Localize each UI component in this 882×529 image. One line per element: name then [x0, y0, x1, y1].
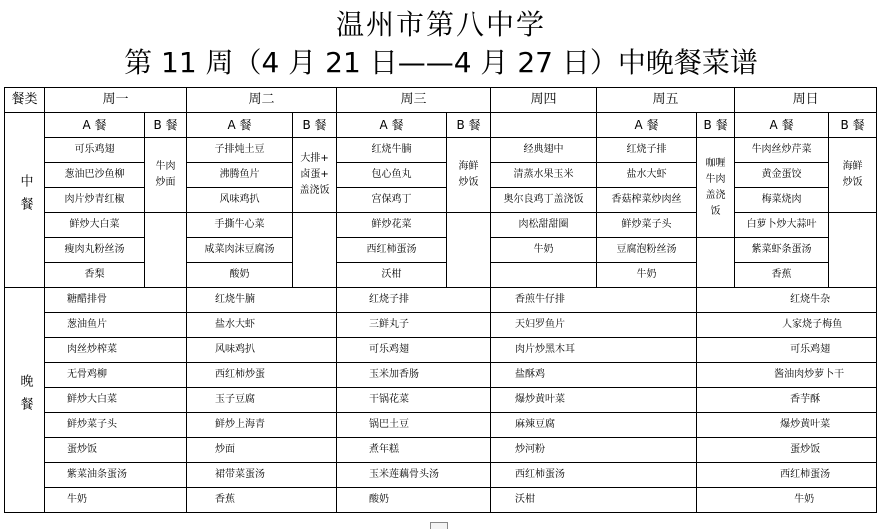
dish: 香梨: [45, 263, 145, 288]
dish: 经典翅中: [491, 138, 597, 163]
lunch-b-dish: 海鲜 炒饭: [447, 138, 491, 213]
dish: 紫菜油条蛋汤: [45, 463, 187, 488]
meal-b-header: B 餐: [697, 113, 735, 138]
dish: 炒面: [187, 438, 337, 463]
dish: 牛奶: [491, 238, 597, 263]
dinner-row: [5, 488, 877, 513]
dish: 西红柿蛋汤: [697, 463, 877, 488]
empty-cell: [491, 263, 597, 288]
dish: 红烧子排: [337, 288, 491, 313]
lunch-row: [5, 263, 877, 288]
dish: 牛奶: [597, 263, 697, 288]
dish: 风味鸡扒: [187, 188, 293, 213]
dish: 天妇罗鱼片: [491, 313, 697, 338]
dish: 牛奶: [697, 488, 877, 513]
dish: 可乐鸡翅: [45, 138, 145, 163]
dish: 葱油巴沙鱼柳: [45, 163, 145, 188]
dish: 沃柑: [337, 263, 447, 288]
dish: 肉片炒青红椒: [45, 188, 145, 213]
lunch-row: [5, 163, 877, 188]
dish: 红烧牛杂: [697, 288, 877, 313]
dinner-label: 晚餐: [5, 288, 45, 513]
dish: 蛋炒饭: [697, 438, 877, 463]
day-header-mon: 周一: [45, 88, 187, 113]
dish: 爆炒黄叶菜: [697, 413, 877, 438]
empty-cell: [491, 113, 597, 138]
empty-cell: [293, 213, 337, 288]
dish: 玉米莲藕骨头汤: [337, 463, 491, 488]
dinner-row: [5, 388, 877, 413]
dish: 红烧牛腩: [337, 138, 447, 163]
dish: 鲜炒大白菜: [45, 213, 145, 238]
dish: 西红柿蛋汤: [337, 238, 447, 263]
dinner-row: [5, 288, 877, 313]
dish: 蛋炒饭: [45, 438, 187, 463]
meal-type-row: [5, 113, 877, 138]
dish: 豆腐泡粉丝汤: [597, 238, 697, 263]
dish: 沃柑: [491, 488, 697, 513]
dish: 西红柿炒蛋: [187, 363, 337, 388]
meal-a-header: A 餐: [337, 113, 447, 138]
dinner-row: [5, 463, 877, 488]
dinner-row: [5, 363, 877, 388]
dish: 锅巴土豆: [337, 413, 491, 438]
dish: 酱油肉炒萝卜干: [697, 363, 877, 388]
dinner-row: [5, 438, 877, 463]
day-header-fri: 周五: [597, 88, 735, 113]
dish: 麻辣豆腐: [491, 413, 697, 438]
dish: 瘦肉丸粉丝汤: [45, 238, 145, 263]
dish: 牛奶: [45, 488, 187, 513]
dish: 人家烧子梅鱼: [697, 313, 877, 338]
lunch-row: [5, 213, 877, 238]
day-header-thu: 周四: [491, 88, 597, 113]
dish: 牛肉丝炒芹菜: [735, 138, 829, 163]
dinner-row: [5, 413, 877, 438]
meal-b-header: B 餐: [145, 113, 187, 138]
dish: 子排炖土豆: [187, 138, 293, 163]
dish: 红烧子排: [597, 138, 697, 163]
empty-cell: [829, 213, 877, 288]
lunch-row: [5, 138, 877, 163]
dish: 干锅花菜: [337, 388, 491, 413]
meal-a-header: A 餐: [735, 113, 829, 138]
empty-cell: [697, 238, 735, 288]
day-header-tue: 周二: [187, 88, 337, 113]
dish: 酸奶: [337, 488, 491, 513]
dish: 可乐鸡翅: [337, 338, 491, 363]
dish: 盐酥鸡: [491, 363, 697, 388]
header-row: [5, 88, 877, 113]
dish: 炒河粉: [491, 438, 697, 463]
dish: 裙带菜蛋汤: [187, 463, 337, 488]
dish: 香芋酥: [697, 388, 877, 413]
dish: 三鲜丸子: [337, 313, 491, 338]
dish: 宫保鸡丁: [337, 188, 447, 213]
dish: 糖醋排骨: [45, 288, 187, 313]
dish: 沸腾鱼片: [187, 163, 293, 188]
dish: 红烧牛腩: [187, 288, 337, 313]
dish: 鲜炒大白菜: [45, 388, 187, 413]
dish: 玉米加香肠: [337, 363, 491, 388]
dinner-row: [5, 313, 877, 338]
dish: 风味鸡扒: [187, 338, 337, 363]
meal-a-header: A 餐: [597, 113, 697, 138]
dish: 紫菜虾条蛋汤: [735, 238, 829, 263]
lunch-b-dish: 海鲜 炒饭: [829, 138, 877, 213]
lunch-b-dish: 大排+ 卤蛋+ 盖浇饭: [293, 138, 337, 213]
dish: 葱油鱼片: [45, 313, 187, 338]
dish: 白萝卜炒大蒜叶: [735, 213, 829, 238]
dish: 咸菜肉沫豆腐汤: [187, 238, 293, 263]
dish: 奥尔良鸡丁盖浇饭: [491, 188, 597, 213]
dish: 手撕牛心菜: [187, 213, 293, 238]
dish: 鲜炒菜子头: [45, 413, 187, 438]
dish: 玉子豆腐: [187, 388, 337, 413]
day-header-wed: 周三: [337, 88, 491, 113]
school-title: 温州市第八中学: [335, 8, 546, 41]
dish: 无骨鸡柳: [45, 363, 187, 388]
dish: 肉松甜甜圈: [491, 213, 597, 238]
lunch-b-dish: 牛肉炒面: [145, 138, 187, 213]
dish: 香蕉: [735, 263, 829, 288]
dish: 清蒸水果玉米: [491, 163, 597, 188]
dinner-row: [5, 338, 877, 363]
dish: 盐水大虾: [187, 313, 337, 338]
dish: 鲜炒花菜: [337, 213, 447, 238]
dish: 爆炒黄叶菜: [491, 388, 697, 413]
meal-b-header: B 餐: [293, 113, 337, 138]
dish: 肉片炒黑木耳: [491, 338, 697, 363]
menu-title: 第 11 周（4 月 21 日——4 月 27 日）中晚餐菜谱: [124, 46, 758, 79]
dish: 肉丝炒榨菜: [45, 338, 187, 363]
dish: 香蕉: [187, 488, 337, 513]
day-header-sun: 周日: [735, 88, 877, 113]
dish: 香菇榨菜炒肉丝: [597, 188, 697, 213]
dish: 鲜炒上海青: [187, 413, 337, 438]
meal-a-header: A 餐: [45, 113, 145, 138]
category-header: 餐类: [5, 88, 45, 113]
dish: 黄金蛋饺: [735, 163, 829, 188]
lunch-row: [5, 238, 877, 263]
meal-b-header: B 餐: [829, 113, 877, 138]
dish: 盐水大虾: [597, 163, 697, 188]
dish: 煮年糕: [337, 438, 491, 463]
meal-a-header: A 餐: [187, 113, 293, 138]
menu-table: [4, 87, 877, 513]
lunch-b-dish: 咖喱 牛肉 盖浇 饭: [697, 138, 735, 238]
lunch-label: 中餐: [5, 113, 45, 288]
dish: 鲜炒菜子头: [597, 213, 697, 238]
dish: 西红柿蛋汤: [491, 463, 697, 488]
meal-b-header: B 餐: [447, 113, 491, 138]
dish: 可乐鸡翅: [697, 338, 877, 363]
empty-cell: [447, 213, 491, 288]
empty-cell: [145, 213, 187, 288]
dish: 包心鱼丸: [337, 163, 447, 188]
dish: 梅菜烧肉: [735, 188, 829, 213]
dish: 酸奶: [187, 263, 293, 288]
dish: 香煎牛仔排: [491, 288, 697, 313]
lunch-row: [5, 188, 877, 213]
